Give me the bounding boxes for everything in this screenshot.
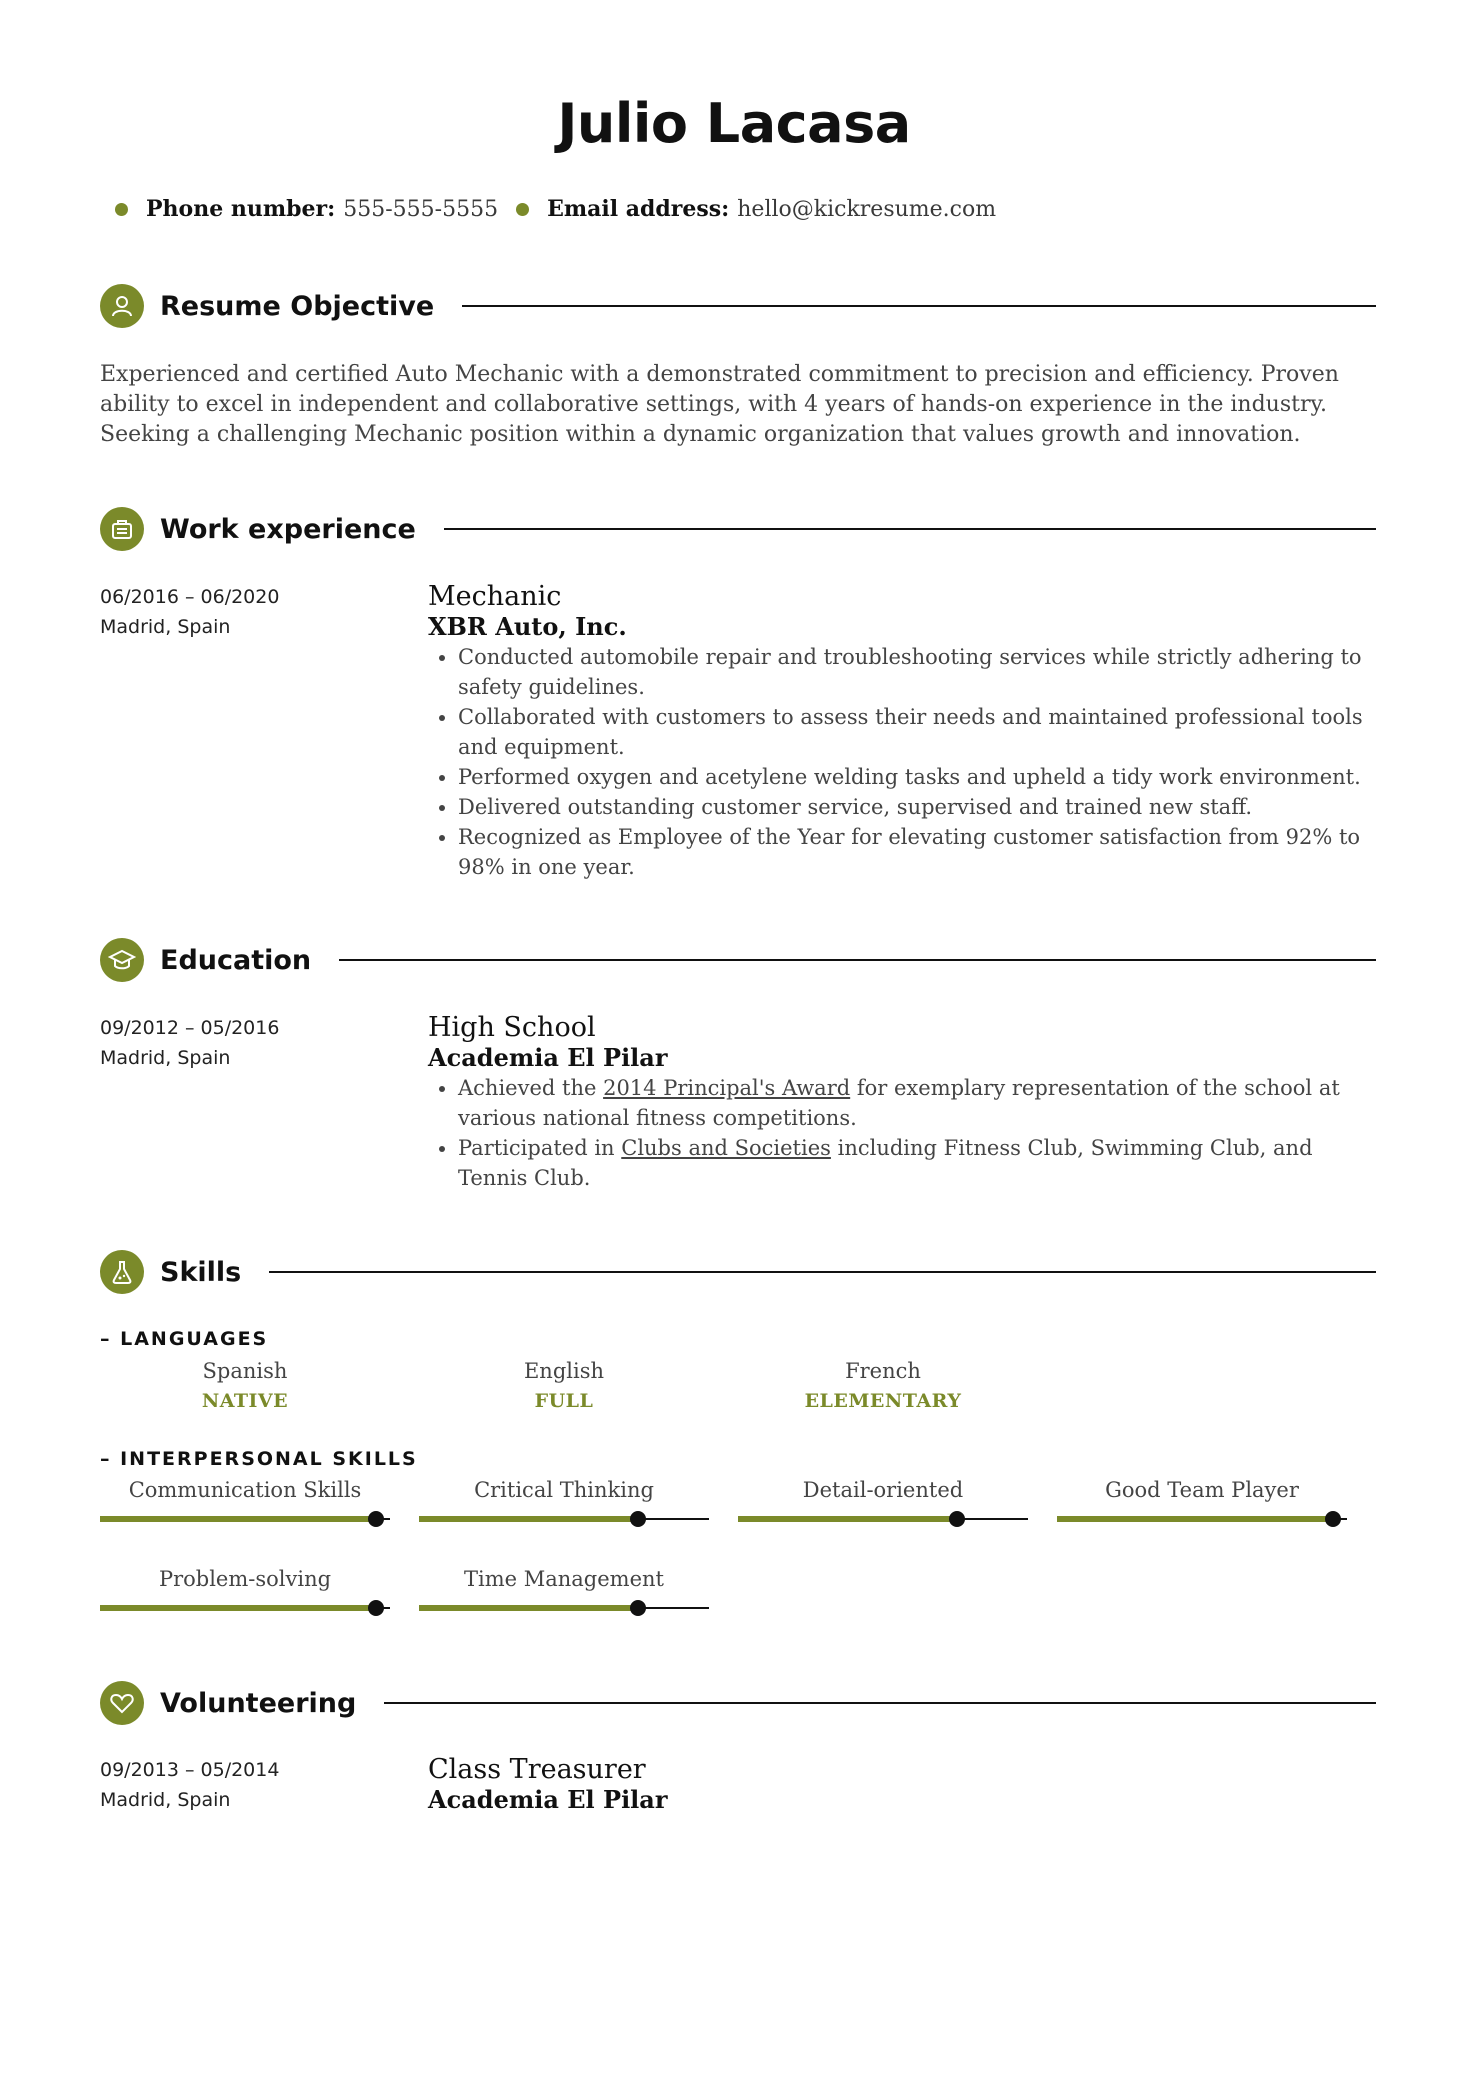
skill-level-bar	[738, 1511, 1028, 1527]
education-meta	[100, 1013, 279, 1073]
company-name: XBR Auto, Inc.	[428, 612, 627, 641]
education-bullets	[428, 1073, 1378, 1193]
section-volunteering	[100, 1681, 1376, 1725]
user-icon	[100, 284, 144, 328]
language-level: FULL	[534, 1390, 594, 1412]
skill-name: Time Management	[464, 1567, 664, 1591]
work-bullets	[428, 642, 1378, 882]
degree-title: High School	[428, 1012, 596, 1043]
education-dates: 09/2012 – 05/2016	[100, 1017, 280, 1039]
volunteering-dates: 09/2013 – 05/2014	[100, 1759, 280, 1781]
section-education	[100, 938, 1376, 982]
language-item	[738, 1356, 1028, 1416]
skill-item	[100, 1564, 390, 1616]
level-knob	[368, 1511, 384, 1527]
volunteer-role: Class Treasurer	[428, 1754, 646, 1785]
email-value[interactable]: hello@kickresume.com	[737, 196, 997, 222]
objective-text: Experienced and certified Auto Mechanic with a demonstrated commitment to precision and efficiency. Proven ability to excel in independent and collaborative settings, with 4 years of hands-on experience in the industry. Seeking a challenging Mechanic position within a dynamic organization that values growth and innovation.	[100, 362, 1339, 447]
list-item: • Conducted automobile repair and troubleshooting services while strictly adhering to safety guidelines.	[458, 642, 1378, 702]
skill-item	[1057, 1475, 1347, 1527]
section-objective	[100, 284, 1376, 328]
section-work	[100, 507, 1376, 551]
education-location: Madrid, Spain	[100, 1047, 231, 1069]
list-item: • Collaborated with customers to assess their needs and maintained professional tools and equipment.	[458, 702, 1378, 762]
list-item: • Achieved the 2014 Principal's Award for exemplary representation of the school at various national fitness competitions.	[458, 1073, 1378, 1133]
graduation-cap-icon	[100, 938, 144, 982]
skill-name: Problem-solving	[158, 1567, 332, 1591]
job-title: Mechanic	[428, 581, 562, 612]
section-skills	[100, 1250, 1376, 1294]
school-name: Academia El Pilar	[428, 1043, 668, 1072]
volunteer-org: Academia El Pilar	[428, 1785, 668, 1814]
skill-level-bar	[100, 1511, 390, 1527]
skill-name: Communication Skills	[128, 1478, 362, 1502]
language-item	[419, 1356, 709, 1416]
list-item: • Participated in Clubs and Societies including Fitness Club, Swimming Club, and Tennis Club.	[458, 1133, 1378, 1193]
briefcase-icon	[100, 507, 144, 551]
section-divider	[269, 1271, 1376, 1273]
flask-icon	[100, 1250, 144, 1294]
volunteering-meta	[100, 1755, 279, 1815]
bullet-icon	[516, 203, 529, 216]
language-name: English	[523, 1359, 605, 1383]
skill-item	[419, 1564, 709, 1616]
language-item	[100, 1356, 390, 1416]
language-name: French	[845, 1359, 921, 1383]
skill-item	[100, 1475, 390, 1527]
languages-subheading: – LANGUAGES	[100, 1328, 269, 1350]
language-level: ELEMENTARY	[804, 1390, 962, 1412]
section-title: Work experience	[160, 513, 416, 545]
list-item: • Recognized as Employee of the Year for elevating customer satisfaction from 92% to 98% in one year.	[458, 822, 1378, 882]
work-dates: 06/2016 – 06/2020	[100, 586, 280, 608]
skill-level-bar	[100, 1600, 390, 1616]
clubs-link[interactable]: Clubs and Societies	[621, 1136, 831, 1160]
phone-label: Phone number:	[146, 196, 336, 222]
volunteering-location: Madrid, Spain	[100, 1789, 231, 1811]
section-title: Skills	[160, 1256, 242, 1288]
work-entry	[428, 582, 1378, 882]
skill-name: Detail-oriented	[802, 1478, 964, 1502]
heart-icon	[100, 1681, 144, 1725]
section-title: Volunteering	[160, 1687, 357, 1719]
skill-level-bar	[419, 1600, 709, 1616]
language-level: NATIVE	[201, 1390, 289, 1412]
candidate-name: Julio Lacasa	[557, 92, 911, 155]
work-location: Madrid, Spain	[100, 616, 231, 638]
skill-level-bar	[1057, 1511, 1347, 1527]
volunteering-entry	[428, 1755, 1378, 1815]
level-knob	[949, 1511, 965, 1527]
section-title: Education	[160, 944, 312, 976]
level-knob	[1325, 1511, 1341, 1527]
section-title: Resume Objective	[160, 290, 435, 322]
phone-value: 555-555-5555	[343, 196, 499, 222]
level-knob	[630, 1511, 646, 1527]
contact-row	[115, 196, 1014, 222]
level-knob	[368, 1600, 384, 1616]
level-knob	[630, 1600, 646, 1616]
section-divider	[462, 305, 1376, 307]
education-entry	[428, 1013, 1378, 1193]
work-meta	[100, 582, 279, 642]
section-divider	[339, 959, 1376, 961]
skill-name: Critical Thinking	[474, 1478, 654, 1502]
section-divider	[444, 528, 1376, 530]
award-link[interactable]: 2014 Principal's Award	[603, 1076, 851, 1100]
skill-item	[738, 1475, 1028, 1527]
email-label: Email address:	[547, 196, 730, 222]
bullet-icon	[115, 203, 128, 216]
skill-level-bar	[419, 1511, 709, 1527]
interpersonal-subheading: – INTERPERSONAL SKILLS	[100, 1448, 418, 1470]
list-item: • Delivered outstanding customer service, supervised and trained new staff.	[458, 792, 1378, 822]
language-name: Spanish	[202, 1359, 288, 1383]
section-divider	[384, 1702, 1376, 1704]
skill-name: Good Team Player	[1105, 1478, 1299, 1502]
list-item: • Performed oxygen and acetylene welding tasks and upheld a tidy work environment.	[458, 762, 1378, 792]
skill-item	[419, 1475, 709, 1527]
